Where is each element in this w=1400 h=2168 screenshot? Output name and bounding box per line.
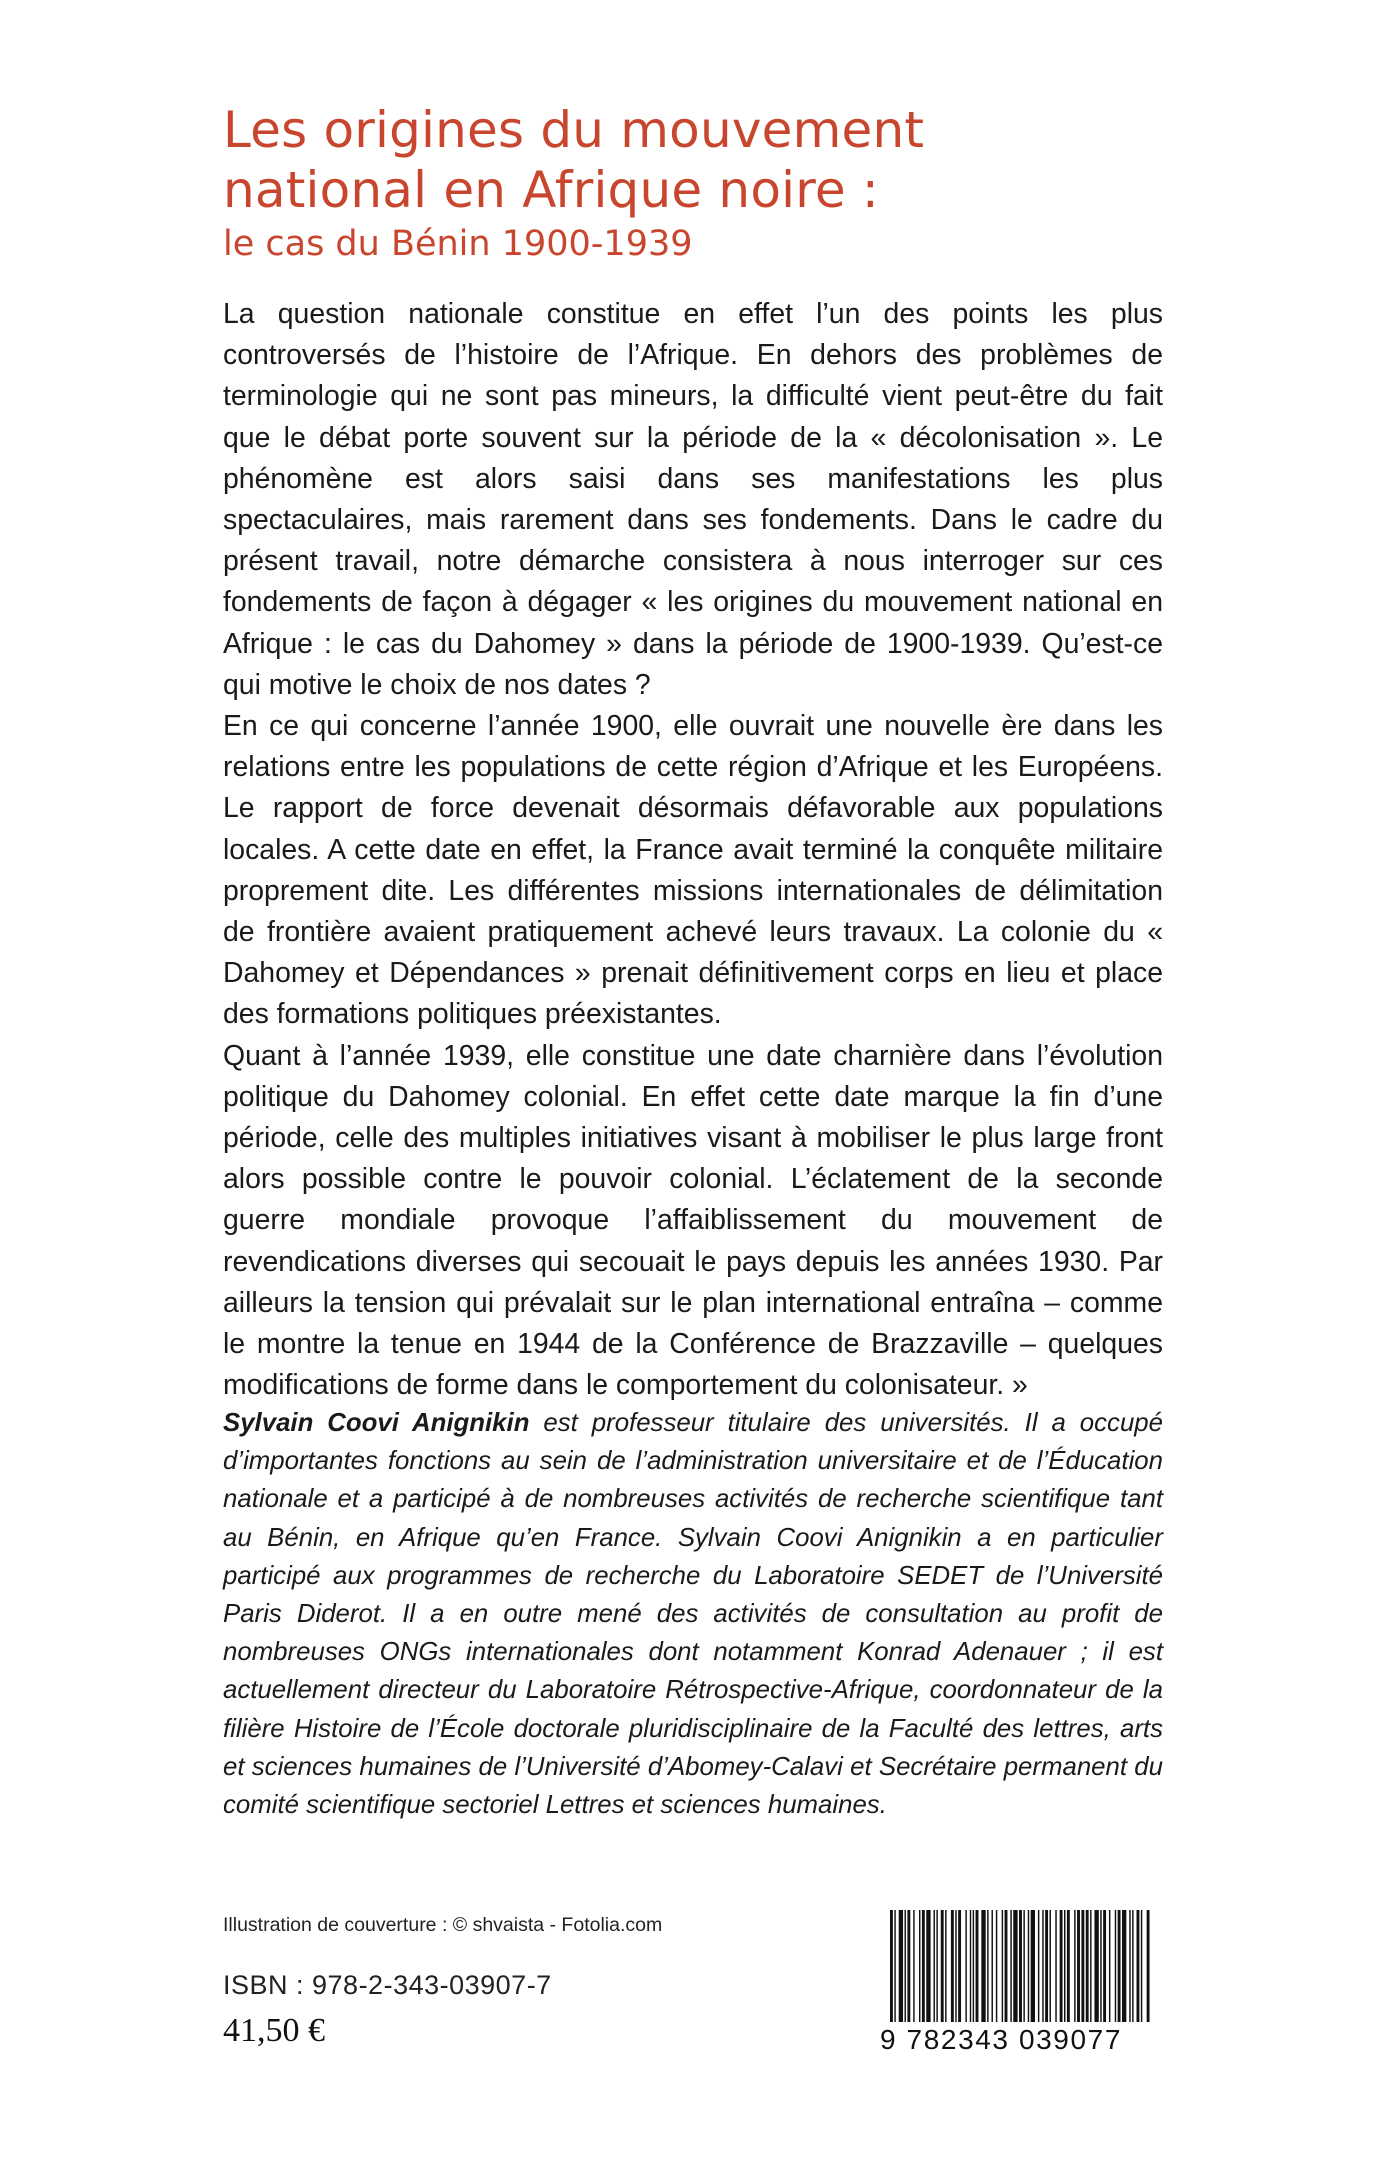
barcode-bar [1103,1910,1106,2022]
barcode-bar [973,1910,974,2022]
barcode-bar [1141,1910,1142,2022]
barcode-bar [1077,1910,1080,2022]
barcode-bar [936,1910,937,2022]
barcode-bar [1042,1910,1043,2022]
barcode-bar [976,1910,979,2022]
author-name: Sylvain Coovi Anignikin [223,1409,530,1437]
barcode-bar [1086,1910,1089,2022]
barcode-bar [1074,1910,1075,2022]
author-bio-text: est professeur titulaire des universités. Il a occupé d’importantes fonctions au sein de l’administration universitaire et de l’Éducation nationale et a participé à de nombreuses activités de recherche scientifique tant au Bénin, en Afrique qu’en France. Sylvain Coovi Anignikin a en particulier participé aux programmes de recherche du Laboratoire SEDET de l’Université Paris Diderot. Il a en outre mené des activités de consultation au profit de nombreuses ONGs internationales dont notamment Konrad Adenauer ; il est actuellement directeur du Laboratoire Rétrospective-Afrique, coordonnateur de la filière Histoire de l’École doctorale pluridisciplinaire de la Faculté des lettres, arts et sciences humaines de l’Université d’Abomey-Calavi et Secrétaire permanent du comité scientifique sectoriel Lettres et sciences humaines. [223,1409,1163,1820]
barcode-bar [958,1910,961,2022]
barcode-bar [890,1910,893,2022]
barcode-bar [996,1910,997,2022]
barcode-bar [1045,1910,1048,2022]
barcode-bar [970,1910,971,2022]
barcode-bar [1050,1910,1051,2022]
barcode-bar [899,1910,903,2022]
summary-paragraph-1: La question nationale constitue en effet l’un des points les plus controversés de l’histoire de l’Afrique. En dehors des problèmes de terminologie qui ne sont pas mineurs, la difficulté vient peut-être du fait que le débat porte souvent sur la période de la « décolonisation ». Le phénomène est alors saisi dans ses manifestations les plus spectaculaires, mais rarement dans ses fondements. Dans le cadre du présent travail, notre démarche consistera à nous interroger sur ces fondements de façon à dégager « les origines du mouvement national en Afrique : le cas du Dahomey » dans la période de 1900-1939. Qu’est-ce qui motive le choix de nos dates ? [223,298,1163,701]
barcode-bar [913,1910,914,2022]
barcode-bar [1013,1910,1017,2022]
barcode-bar [1094,1910,1098,2022]
cover-illustration-credit: Illustration de couverture : © shvaista - Fotolia.com [223,1914,663,1936]
barcode-bar [1019,1910,1022,2022]
barcode-bar [1118,1910,1121,2022]
barcode-bar [1064,1910,1065,2022]
barcode [880,1910,1155,2060]
barcode-bar [934,1910,935,2022]
summary-paragraph-3: Quant à l’année 1939, elle constitue une date charnière dans l’évolution politique du Dahomey colonial. En effet cette date marque la fin d’une période, celle des multiples initiatives visant à mobiliser le plus large front alors possible contre le pouvoir colonial. L’éclatement de la seconde guerre mondiale provoque l’affaiblissement du mouvement de revendications diverses qui secouait le pays depuis les années 1930. Par ailleurs la tension qui prévalait sur le plan international entraîna – comme le montre la tenue en 1944 de la Conférence de Brazzaville – quelques modifications de forme dans le comportement du colonisateur. » [223,1039,1163,1402]
barcode-bar [1122,1910,1126,2022]
barcode-bar [1129,1910,1130,2022]
barcode-bar [1023,1910,1024,2022]
barcode-bar [907,1910,910,2022]
barcode-bar [1100,1910,1101,2022]
barcode-bar [1010,1910,1011,2022]
barcode-bars-icon [890,1910,1150,2022]
subtitle: le cas du Bénin 1900-1939 [223,224,693,264]
barcode-bar [1038,1910,1039,2022]
summary-text [223,294,1163,1406]
barcode-bar [1081,1910,1084,2022]
barcode-number: 9 782343 039077 [880,2024,1122,2055]
barcode-bar [1115,1910,1116,2022]
barcode-bar [1002,1910,1003,2022]
author-bio [223,1404,1163,1824]
isbn: ISBN : 978-2-343-03907-7 [223,1970,552,2000]
summary-paragraph-2: En ce qui concerne l’année 1900, elle ouvrait une nouvelle ère dans les relations entre les populations de cette région d’Afrique et les Européens. Le rapport de force devenait désormais défavorable aux populations locales. A cette date en effet, la France avait terminé la conquête militaire proprement dite. Les différentes missions internationales de délimitation de frontière avaient pratiquement achevé leurs travaux. La colonie du « Dahomey et Dépendances » prenait définitivement corps en lieu et place des formations politiques préexistantes. [223,710,1163,1031]
barcode-bar [894,1910,895,2022]
barcode-bar [1147,1910,1150,2022]
title-line-1: Les origines du mouvement [223,101,925,159]
barcode-bar [992,1910,993,2022]
barcode-bar [987,1910,988,2022]
barcode-bar [951,1910,954,2022]
barcode-bar [919,1910,920,2022]
barcode-bar [965,1910,966,2022]
title-line-2: national en Afrique noire : [223,161,879,219]
barcode-bar [981,1910,985,2022]
barcode-bar [945,1910,946,2022]
barcode-bar [941,1910,944,2022]
barcode-bar [1067,1910,1070,2022]
barcode-bar [926,1910,930,2022]
barcode-bar [905,1910,906,2022]
barcode-bar [1132,1910,1133,2022]
barcode-bar [1109,1910,1110,2022]
barcode-bar [1090,1910,1091,2022]
barcode-bar [1005,1910,1008,2022]
barcode-bar [1055,1910,1056,2022]
barcode-bar [1031,1910,1035,2022]
barcode-bar [1137,1910,1140,2022]
price: 41,50 € [223,2012,325,2049]
barcode-bar [922,1910,925,2022]
barcode-bar [1060,1910,1063,2022]
barcode-bar [955,1910,956,2022]
barcode-bar [1028,1910,1029,2022]
title-block [223,100,1223,266]
